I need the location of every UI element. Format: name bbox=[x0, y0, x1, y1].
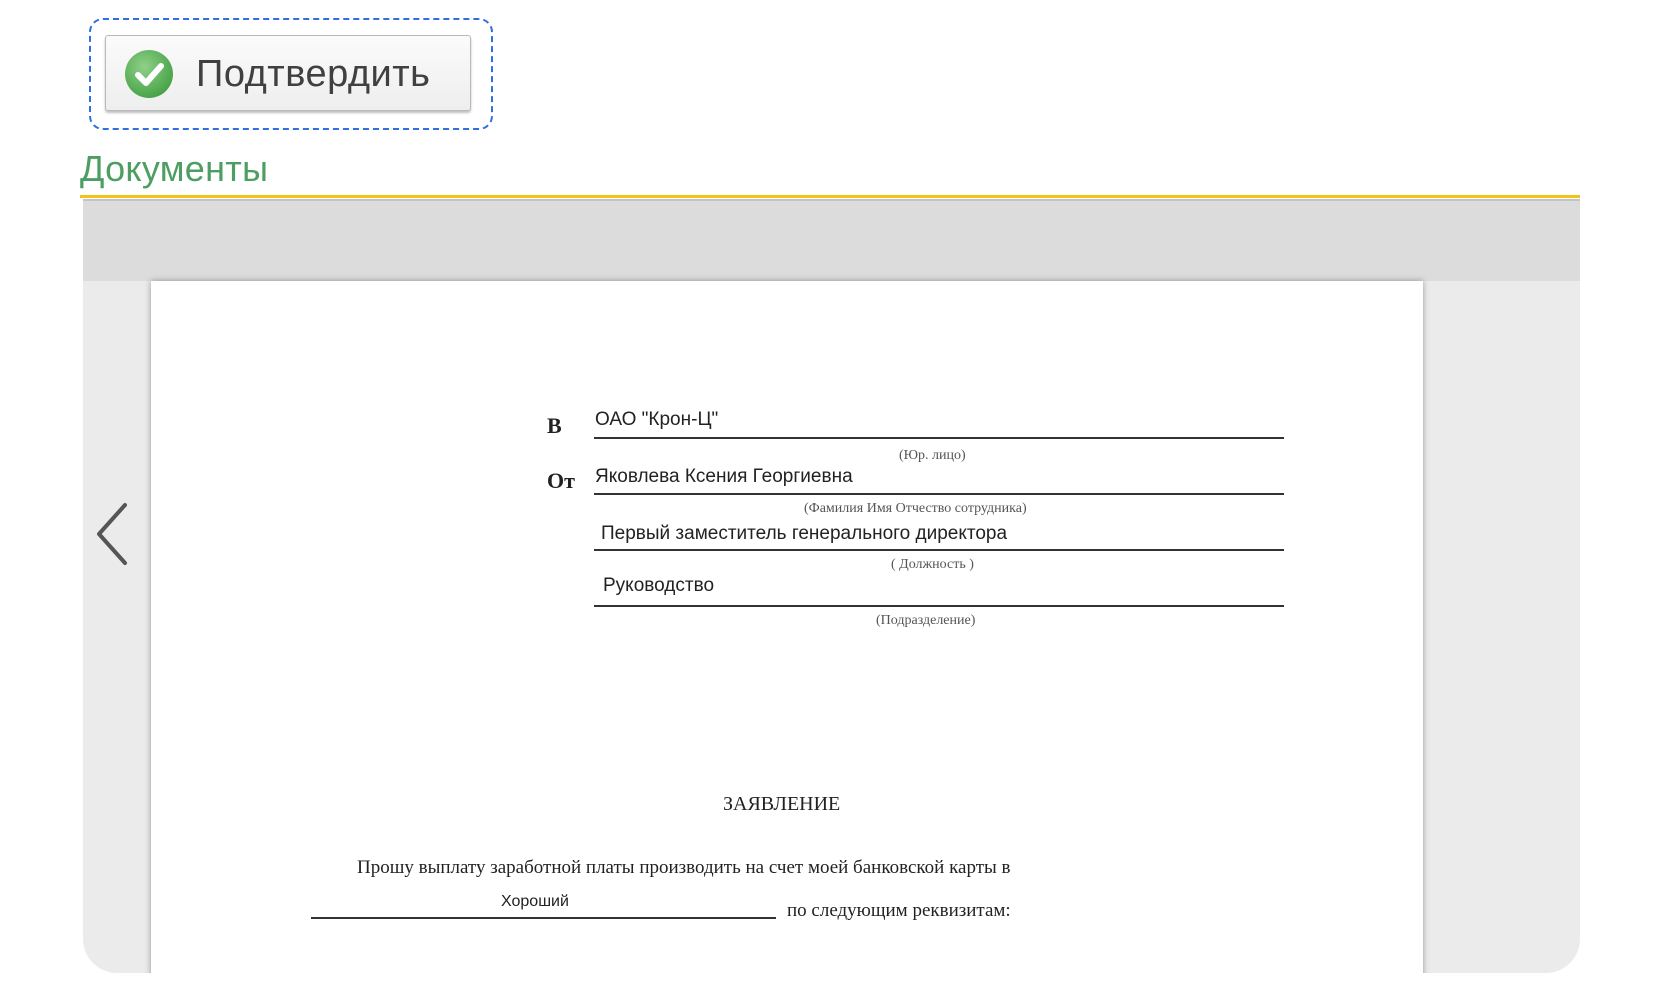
body-line-2: по следующим реквизитам: bbox=[787, 900, 1011, 921]
to-hint: (Юр. лицо) bbox=[899, 448, 966, 463]
document-heading: ЗАЯВЛЕНИЕ bbox=[723, 793, 841, 815]
from-hint: (Фамилия Имя Отчество сотрудника) bbox=[804, 501, 1027, 516]
section-divider bbox=[80, 195, 1580, 198]
department-hint: (Подразделение) bbox=[876, 613, 976, 628]
chevron-left-icon[interactable] bbox=[91, 499, 131, 569]
document-viewer[interactable] bbox=[83, 199, 1580, 973]
bank-underline bbox=[311, 917, 776, 919]
position-hint: ( Должность ) bbox=[891, 557, 974, 572]
to-underline bbox=[594, 437, 1284, 439]
body-line-1: Прошу выплату заработной платы производить на счет моей банковской карты в bbox=[357, 857, 1011, 878]
from-label: От bbox=[547, 468, 575, 493]
department-value: Руководство bbox=[603, 575, 715, 596]
to-label: В bbox=[547, 413, 562, 438]
check-circle-icon bbox=[125, 50, 173, 98]
document-page bbox=[151, 281, 1423, 973]
to-value: ОАО "Крон-Ц" bbox=[595, 409, 719, 430]
from-underline bbox=[594, 493, 1284, 495]
department-underline bbox=[594, 605, 1284, 607]
bank-value: Хороший bbox=[501, 893, 569, 910]
position-underline bbox=[594, 549, 1284, 551]
position-value: Первый заместитель генерального директора bbox=[601, 523, 1008, 544]
viewer-toolbar-area bbox=[83, 199, 1580, 281]
confirm-button-label: Подтвердить bbox=[196, 53, 431, 95]
section-title: Документы bbox=[80, 148, 269, 189]
confirm-button[interactable] bbox=[105, 35, 471, 111]
from-value: Яковлева Ксения Георгиевна bbox=[595, 466, 853, 487]
